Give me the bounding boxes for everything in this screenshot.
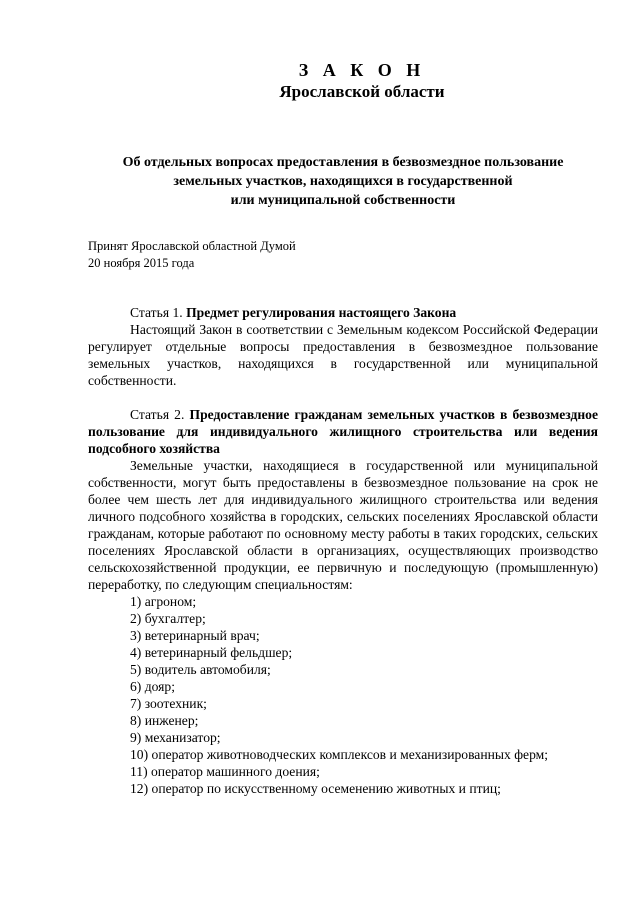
- list-item: 2) бухгалтер;: [130, 611, 206, 626]
- list-item: 6) дояр;: [130, 679, 176, 694]
- document-body: [88, 304, 598, 797]
- title-line: земельных участков, находящихся в государственной: [173, 174, 513, 189]
- specialty-list: [88, 593, 598, 797]
- list-item: 12) оператор по искусственному осеменению животных и птиц;: [130, 781, 501, 796]
- list-item: 9) механизатор;: [130, 730, 221, 745]
- list-item: 10) оператор животноводческих комплексов и механизированных ферм;: [130, 747, 549, 762]
- article-2-title: Предоставление гражданам земельных участков в безвозмездное пользование для индивидуального жилищного строительства или ведения подсобного хозяйства: [88, 407, 598, 456]
- title-line: или муниципальной собственности: [230, 193, 456, 208]
- article-2-text: Земельные участки, находящиеся в государственной или муниципальной собственности, могут быть предоставлены в безвозмездное пользование на срок не более чем шесть лет для индивидуального жилищного строительства или ведения личного подсобного хозяйства в городских, сельских поселениях Ярославской области гражданам, которые работают по основному месту работы в таких городских, сельских поселениях Ярославской области в организациях, осуществляющих производство сельскохозяйственной продукции, ее первичную и последующую (промышленную) переработку, по следующим специальностям:: [88, 458, 598, 592]
- list-item: 5) водитель автомобиля;: [130, 662, 271, 677]
- adoption-date: 20 ноября 2015 года: [88, 256, 195, 270]
- article-2-label: Статья 2.: [130, 407, 185, 422]
- adoption-note: [88, 238, 296, 272]
- document-title: [88, 153, 598, 210]
- list-item: 7) зоотехник;: [130, 696, 207, 711]
- list-item: 3) ветеринарный врач;: [130, 628, 260, 643]
- document-region: Ярославской области: [279, 82, 445, 101]
- document-kind: З А К О Н: [298, 60, 426, 80]
- article-1-title: Предмет регулирования настоящего Закона: [186, 305, 457, 320]
- list-item: 11) оператор машинного доения;: [130, 764, 320, 779]
- list-item: 4) ветеринарный фельдшер;: [130, 645, 293, 660]
- adoption-body: Принят Ярославской областной Думой: [88, 239, 296, 253]
- article-1-heading: [88, 304, 598, 321]
- list-item: 1) агроном;: [130, 594, 197, 609]
- title-line: Об отдельных вопросах предоставления в безвозмездное пользование: [122, 155, 564, 170]
- list-item: 8) инженер;: [130, 713, 199, 728]
- article-1-text: Настоящий Закон в соответствии с Земельным кодексом Российской Федерации регулирует отдельные вопросы предоставления в безвозмездное пользование земельных участков, находящихся в государственной или муниципальной собственности.: [88, 322, 598, 388]
- article-1-label: Статья 1.: [130, 305, 183, 320]
- article-2-heading: [88, 406, 598, 457]
